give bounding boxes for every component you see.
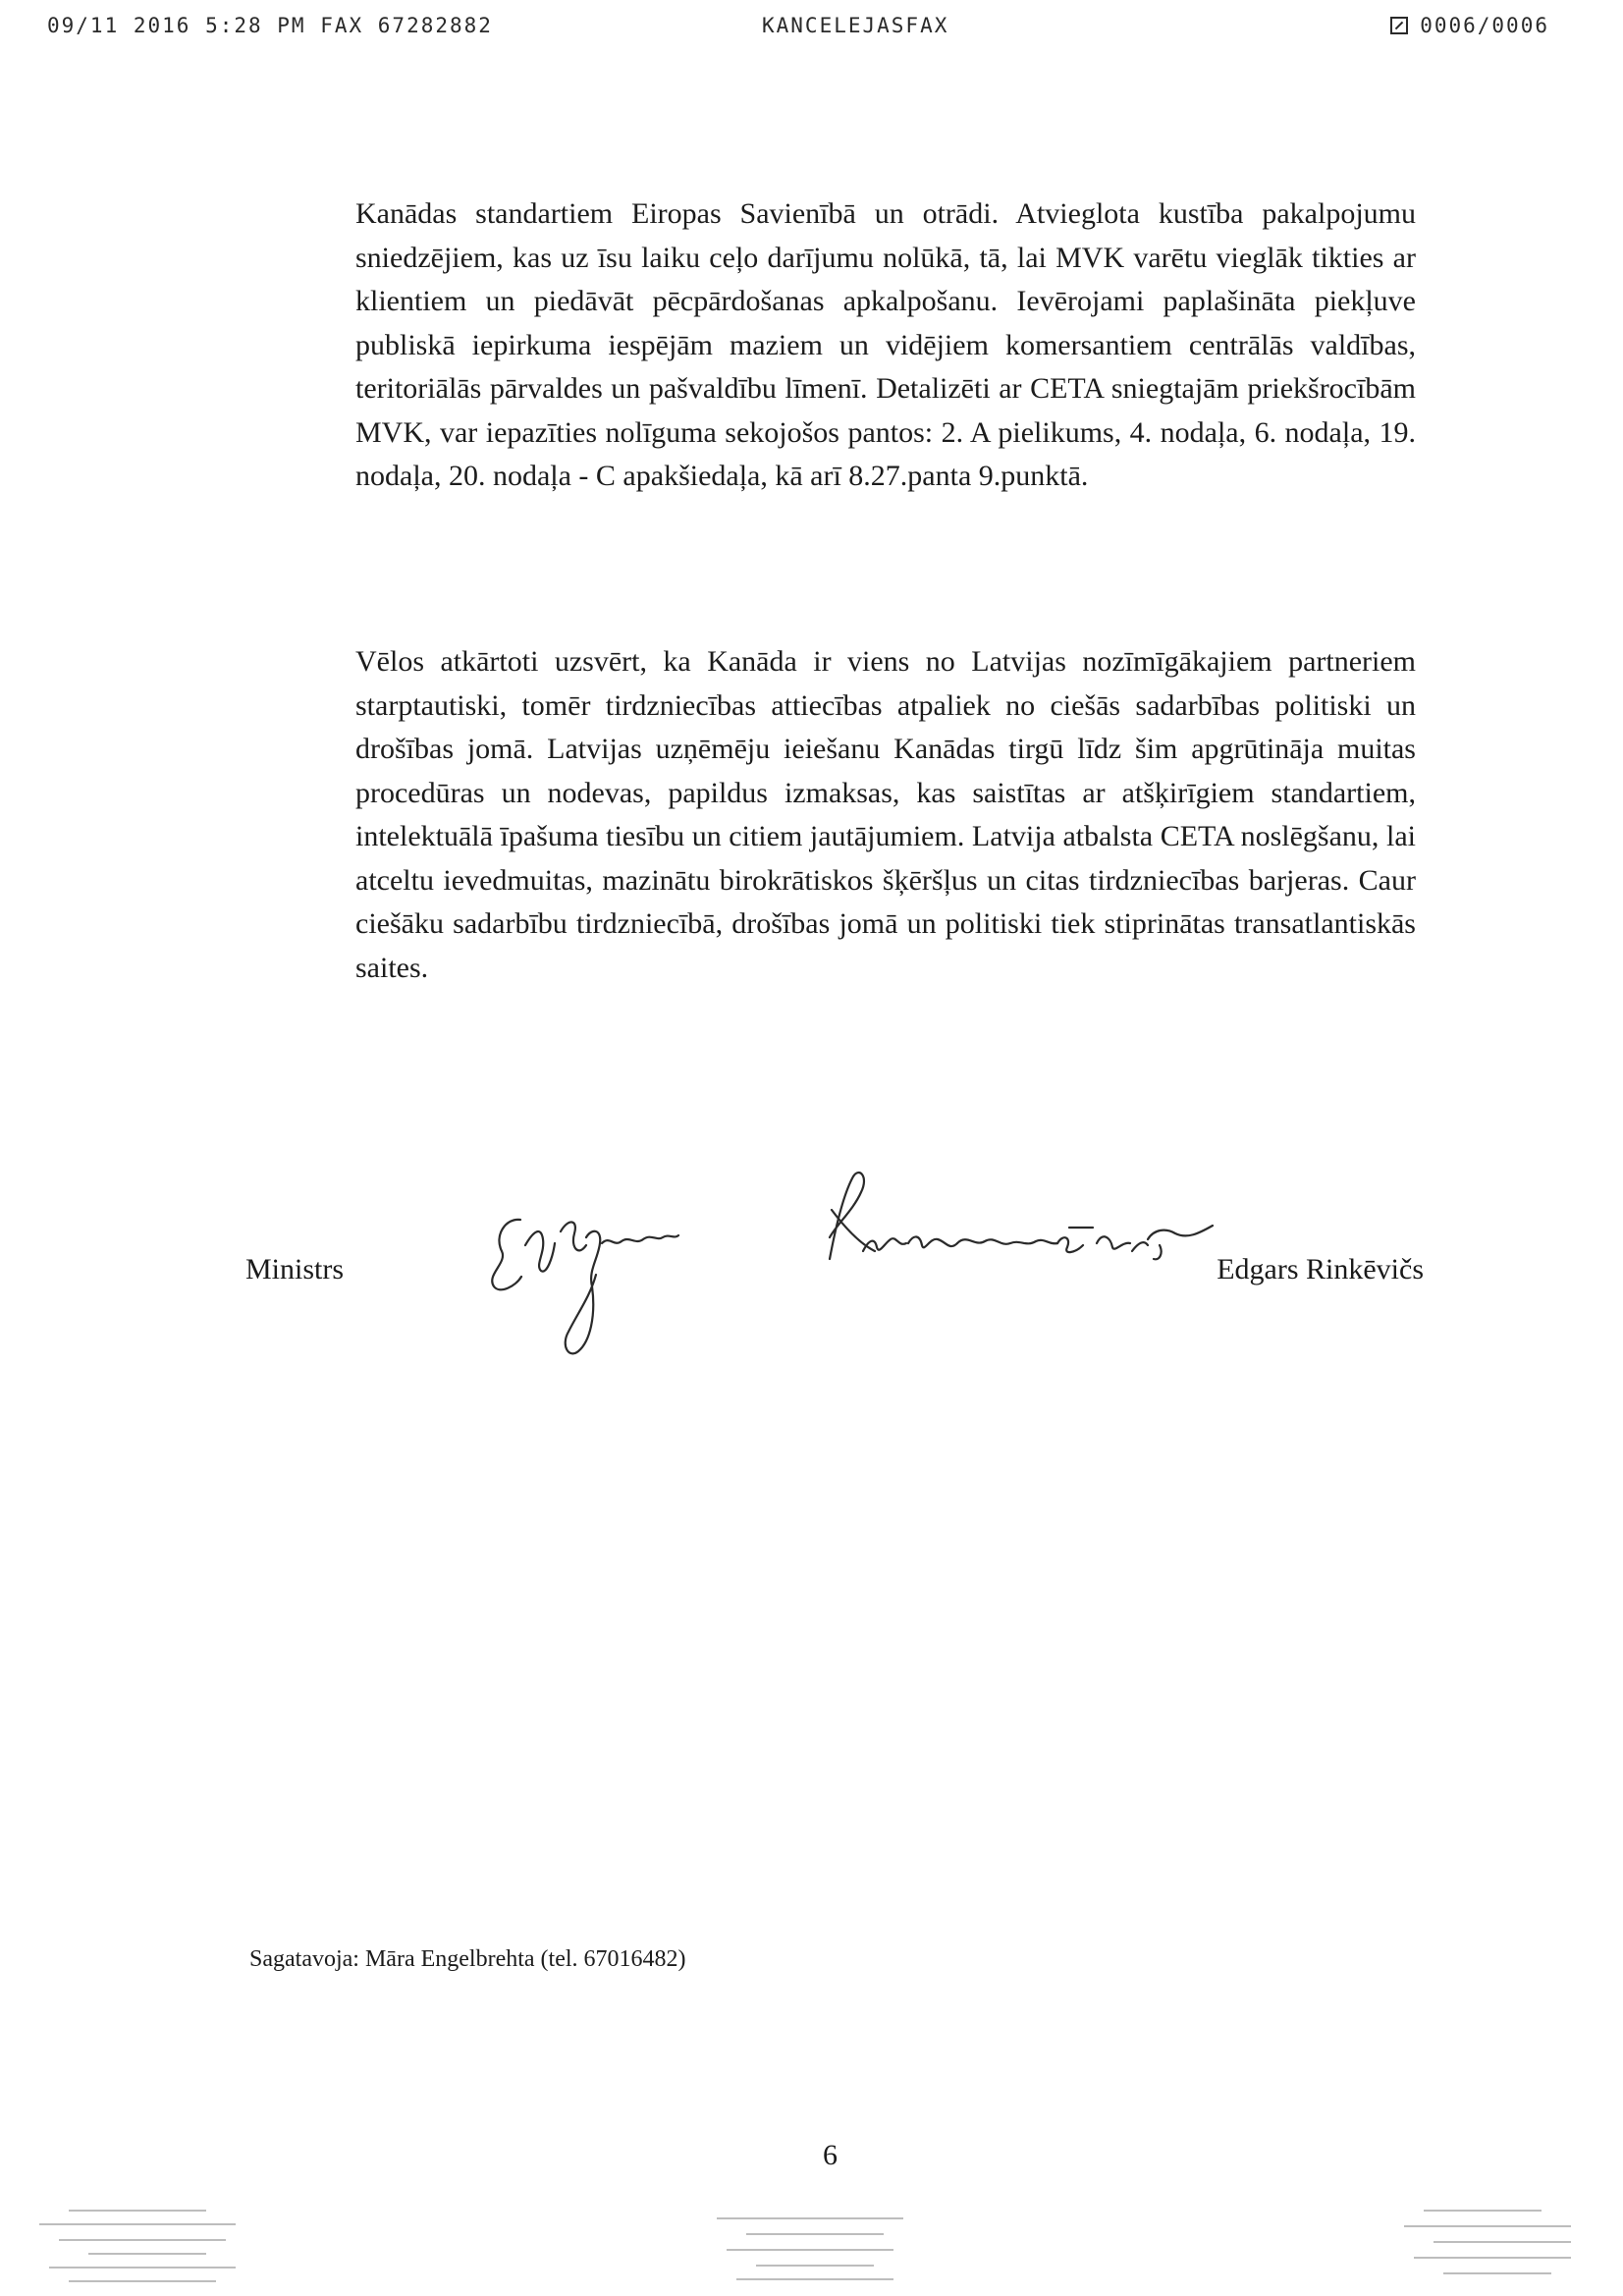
scan-artifact-noise [0, 2159, 1623, 2296]
fax-check-icon [1390, 17, 1408, 34]
fax-page-counter: 0006/0006 [1420, 14, 1549, 37]
prepared-by-line: Sagatavoja: Māra Engelbrehta (tel. 67016482) [249, 1946, 686, 1972]
body-paragraph-1: Kanādas standartiem Eiropas Savienībā un otrādi. Atvieglota kustība pakalpojumu sniedzējiem, kas uz īsu laiku ceļo darījumu nolūkā, tā, lai MVK varētu vieglāk tikties ar klientiem un piedāvāt pēcpārdošanas apkalpošanu. Ievērojami paplašināta piekļuve publiskā iepirkuma iespējām maziem un vidējiem komersantiem centrālās valdības, teritoriālās pārvaldes un pašvaldību līmenī. Detalizēti ar CETA sniegtajām priekšrocībām MVK, var iepazīties nolīguma sekojošos pantos: 2. A pielikums, 4. nodaļa, 6. nodaļa, 19. nodaļa, 20. nodaļa - C apakšiedaļa, kā arī 8.27.panta 9.punktā. [355, 197, 1416, 492]
handwritten-signature [368, 1149, 1252, 1385]
page-number: 6 [823, 2139, 838, 2171]
fax-header [47, 14, 1549, 43]
fax-page-counter-group [1390, 14, 1549, 37]
body-paragraph-2: Vēlos atkārtoti uzsvērt, ka Kanāda ir viens no Latvijas nozīmīgākajiem partneriem starptautiski, tomēr tirdzniecības attiecības atpaliek no ciešās sadarbības politiski un drošības jomā. Latvijas uzņēmēju ieiešanu Kanādas tirgū līdz šim apgrūtināja muitas procedūras un nodevas, papildus izmaksas, kas saistītas ar atšķirīgiem standartiem, intelektuālā īpašuma tiesību un citiem jautājumiem. Latvija atbalsta CETA noslēgšanu, lai atceltu ievedmuitas, mazinātu birokrātiskos šķēršļus un citas tirdzniecības barjeras. Caur ciešāku sadarbību tirdzniecībā, drošības jomā un politiski tiek stiprinātas transatlantiskās saites. [355, 645, 1416, 984]
fax-timestamp: 09/11 2016 5:28 PM FAX 67282882 [47, 14, 493, 37]
signatory-name: Edgars Rinkēvičs [1217, 1253, 1424, 1285]
signatory-role: Ministrs [245, 1253, 345, 1285]
signature-block [245, 1149, 1424, 1385]
fax-sender: KANCELEJASFAX [762, 14, 949, 37]
